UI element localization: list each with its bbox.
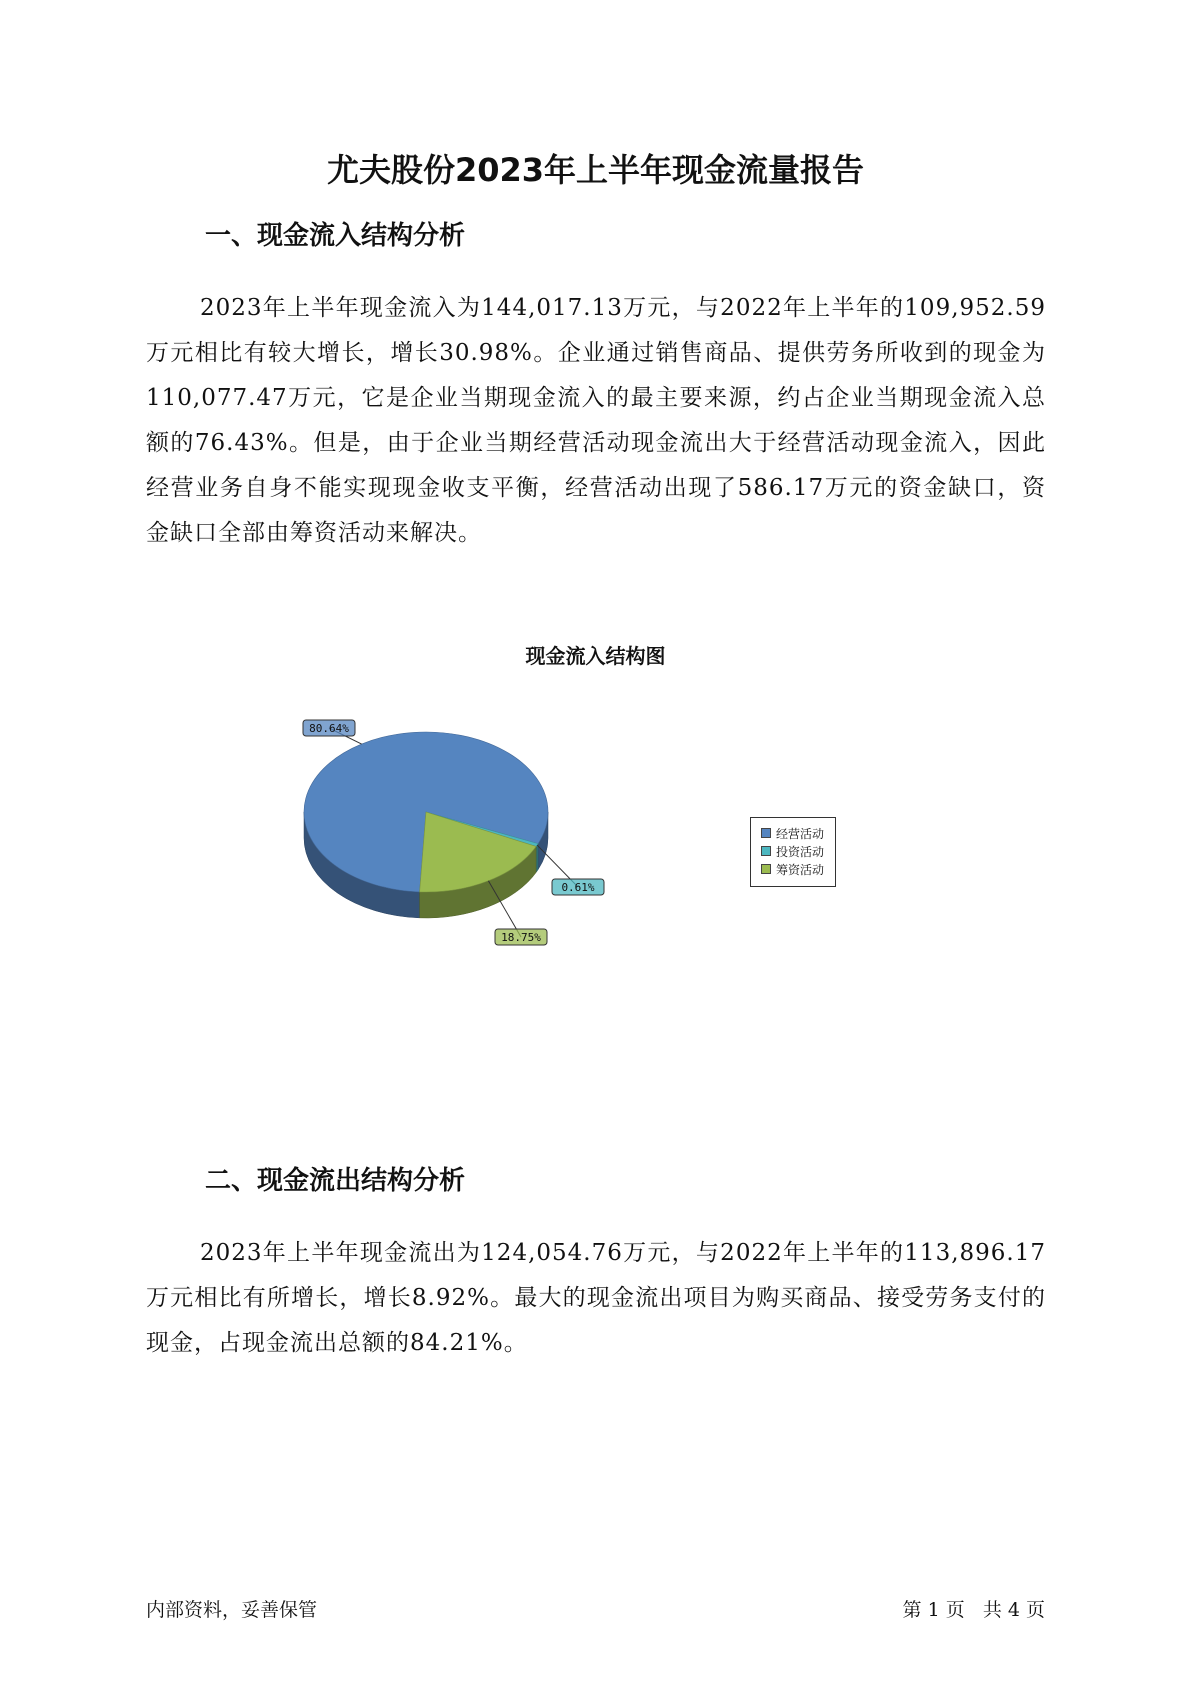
page-title: 尤夫股份2023年上半年现金流量报告	[326, 151, 865, 189]
legend-item-financing	[761, 860, 835, 878]
chart-legend	[750, 817, 836, 887]
footer-page-number: 第 1 页 共 4 页	[902, 1599, 1045, 1621]
section-paragraph-outflow: 2023年上半年现金流出为124,054.76万元，与2022年上半年的113,896.17万元相比有所增长，增长8.92%。最大的现金流出项目为购买商品、接受劳务支付的现金，占现金流出总额的84.21%。	[146, 1240, 1046, 1356]
legend-label: 投资活动	[776, 844, 825, 859]
legend-label: 筹资活动	[776, 862, 825, 877]
pie-slice-side-1	[536, 844, 538, 873]
data-label-1: 0.61%	[561, 881, 595, 894]
legend-item-operating	[761, 824, 835, 842]
data-label-2: 18.75%	[501, 931, 541, 944]
legend-swatch	[761, 864, 771, 874]
footer-confidential: 内部资料，妥善保管	[146, 1599, 318, 1621]
data-label-0: 80.64%	[309, 722, 349, 735]
legend-swatch	[761, 846, 771, 856]
chart-title: 现金流入结构图	[525, 644, 666, 668]
section-heading-outflow: 二、现金流出结构分析	[205, 1166, 466, 1196]
section-paragraph-inflow: 2023年上半年现金流入为144,017.13万元，与2022年上半年的109,952.59万元相比有较大增长，增长30.98%。企业通过销售商品、提供劳务所收到的现金为110,077.47万元，它是企业当期现金流入的最主要来源，约占企业当期现金流入总额的76.43%。但是，由于企业当期经营活动现金流出大于经营活动现金流入，因此经营业务自身不能实现现金收支平衡，经营活动出现了586.17万元的资金缺口，资金缺口全部由筹资活动来解决。	[146, 295, 1046, 546]
legend-label: 经营活动	[776, 826, 825, 841]
legend-item-investing	[761, 842, 835, 860]
legend-swatch	[761, 828, 771, 838]
section-heading-inflow: 一、现金流入结构分析	[205, 221, 466, 251]
